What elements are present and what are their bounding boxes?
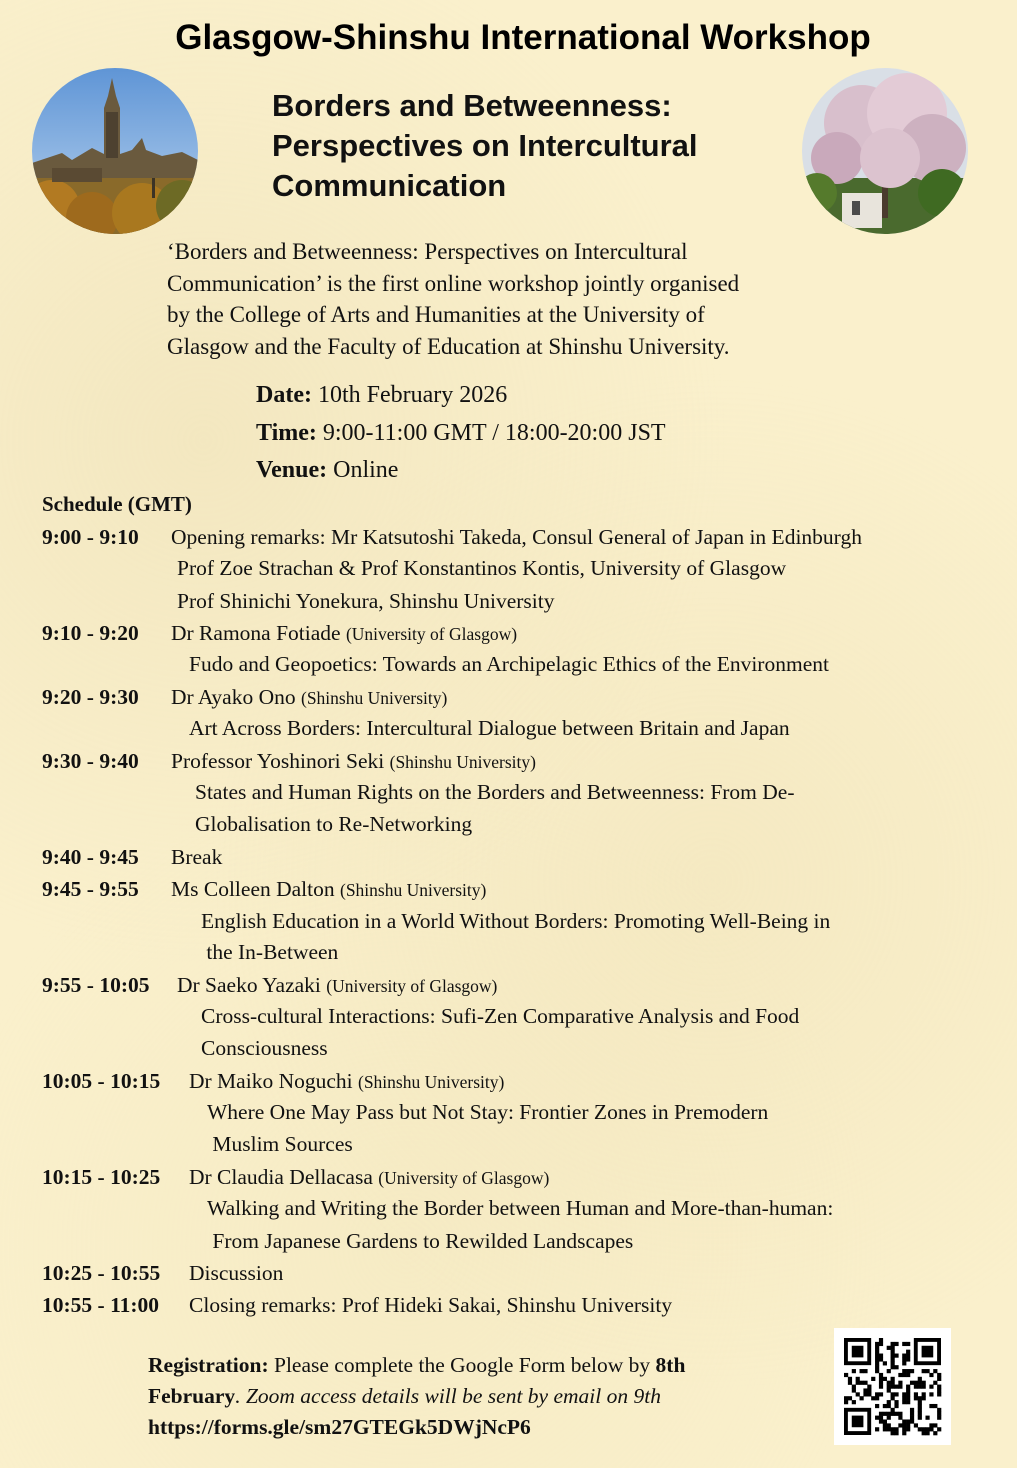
- talk-title: Where One May Pass but Not Stay: Frontier Zones in Premodern: [207, 1100, 769, 1124]
- schedule-time: 9:00 - 9:10: [42, 525, 139, 549]
- schedule-speaker: Opening remarks: Mr Katsutoshi Takeda, Consul General of Japan in Edinburgh: [171, 525, 862, 549]
- glasgow-university-tower-photo: [32, 68, 198, 234]
- schedule-time: 9:55 - 10:05: [42, 973, 150, 997]
- date-value: 10th February 2026: [311, 382, 508, 408]
- schedule-speaker: Dr Claudia Dellacasa: [189, 1165, 373, 1189]
- schedule-speaker: Closing remarks: Prof Hideki Sakai, Shinshu University: [189, 1293, 673, 1317]
- schedule-row: [42, 874, 486, 905]
- schedule-speaker: Break: [171, 845, 223, 869]
- talk-title: Fudo and Geopoetics: Towards an Archipelagic Ethics of the Environment: [189, 652, 829, 676]
- talk-title: Walking and Writing the Border between Human and More-than-human:: [207, 1196, 834, 1220]
- intro-paragraph: [167, 236, 847, 362]
- schedule-affiliation: (University of Glasgow): [378, 1168, 550, 1188]
- date-label: Date:: [256, 382, 312, 408]
- subtitle-line: Borders and Betweenness:: [272, 88, 672, 123]
- talk-title: Cross-cultural Interactions: Sufi-Zen Comparative Analysis and Food: [201, 1004, 800, 1028]
- schedule-affiliation: (Shinshu University): [358, 1072, 505, 1092]
- schedule-affiliation: (Shinshu University): [301, 688, 448, 708]
- venue-value: Online: [327, 457, 399, 483]
- schedule-row: [42, 970, 497, 1001]
- talk-title: Globalisation to Re-Networking: [195, 812, 473, 836]
- schedule-row: [42, 1258, 283, 1288]
- talk-title: Art Across Borders: Intercultural Dialogue between Britain and Japan: [189, 716, 790, 740]
- intro-line: Glasgow and the Faculty of Education at Shinshu University.: [167, 333, 730, 359]
- blossom-tree-photo: [802, 68, 968, 234]
- schedule-affiliation: (Shinshu University): [340, 880, 487, 900]
- subtitle-line: Perspectives on Intercultural: [272, 128, 698, 163]
- schedule-row: [42, 682, 447, 713]
- schedule-time: 9:30 - 9:40: [42, 749, 139, 773]
- schedule-speaker: Dr Maiko Noguchi: [189, 1069, 353, 1093]
- workshop-subtitle: [272, 86, 792, 206]
- schedule-row: [42, 1162, 549, 1193]
- talk-title: States and Human Rights on the Borders and Betweenness: From De-: [195, 780, 795, 804]
- schedule-row: [42, 842, 222, 872]
- qr-code[interactable]: [834, 1328, 951, 1445]
- page-title: Glasgow-Shinshu International Workshop: [175, 18, 871, 57]
- schedule-row: [42, 746, 536, 777]
- schedule-speaker: Dr Saeko Yazaki: [177, 973, 321, 997]
- time-label: Time:: [256, 420, 317, 446]
- schedule-row: [42, 618, 517, 649]
- qr-code-graphic: [834, 1328, 951, 1445]
- schedule-heading: Schedule (GMT): [42, 492, 192, 516]
- schedule-time: 10:05 - 10:15: [42, 1069, 161, 1093]
- schedule-time: 10:55 - 11:00: [42, 1293, 160, 1317]
- schedule-time: 9:20 - 9:30: [42, 685, 139, 709]
- talk-title: From Japanese Gardens to Rewilded Landscapes: [207, 1229, 634, 1253]
- schedule-affiliation: (University of Glasgow): [326, 976, 498, 996]
- schedule-speaker: Discussion: [189, 1261, 284, 1285]
- schedule-affiliation: (University of Glasgow): [345, 624, 518, 644]
- registration-deadline: 8th: [655, 1353, 686, 1377]
- registration-label: Registration:: [148, 1353, 269, 1377]
- registration-deadline-month: February: [148, 1384, 236, 1408]
- intro-line: by the College of Arts and Humanities at the University of: [167, 302, 705, 327]
- schedule-speaker: Dr Ramona Fotiade: [171, 621, 341, 645]
- talk-title: English Education in a World Without Borders: Promoting Well-Being in: [201, 909, 831, 933]
- schedule-time: 10:25 - 10:55: [42, 1261, 161, 1285]
- talk-title: Consciousness: [201, 1036, 328, 1060]
- schedule-time: 9:45 - 9:55: [42, 877, 139, 901]
- registration-link[interactable]: https://forms.gle/sm27GTEGk5DWjNcP6: [148, 1415, 531, 1439]
- time-value: 9:00-11:00 GMT / 18:00-20:00 JST: [316, 420, 666, 446]
- schedule-speaker: Ms Colleen Dalton: [171, 877, 335, 901]
- time-line: [256, 418, 666, 448]
- schedule-time: 9:40 - 9:45: [42, 845, 139, 869]
- intro-line: ‘Borders and Betweenness: Perspectives on Intercultural: [167, 239, 688, 264]
- subtitle-line: Communication: [272, 168, 507, 203]
- schedule-row: [42, 522, 862, 552]
- venue-line: [256, 455, 398, 485]
- schedule-affiliation: (Shinshu University): [389, 752, 536, 772]
- schedule-row: [42, 1290, 672, 1320]
- schedule-detail: Prof Zoe Strachan & Prof Konstantinos Kontis, University of Glasgow: [177, 556, 787, 580]
- schedule-row: [42, 1066, 504, 1097]
- zoom-note: . Zoom access details will be sent by email on 9th: [235, 1384, 661, 1408]
- registration-text: Please complete the Google Form below by: [268, 1353, 656, 1377]
- talk-title: Muslim Sources: [207, 1132, 353, 1156]
- venue-label: Venue:: [256, 457, 328, 483]
- registration-block: [148, 1350, 788, 1443]
- schedule-time: 10:15 - 10:25: [42, 1165, 161, 1189]
- schedule-time: 9:10 - 9:20: [42, 621, 139, 645]
- intro-line: Communication’ is the first online workshop jointly organised: [167, 270, 740, 296]
- date-line: [256, 380, 507, 410]
- schedule-detail: Prof Shinichi Yonekura, Shinshu University: [177, 589, 555, 613]
- schedule-speaker: Dr Ayako Ono: [171, 685, 296, 709]
- schedule-speaker: Professor Yoshinori Seki: [171, 749, 385, 773]
- talk-title: the In-Between: [201, 940, 339, 964]
